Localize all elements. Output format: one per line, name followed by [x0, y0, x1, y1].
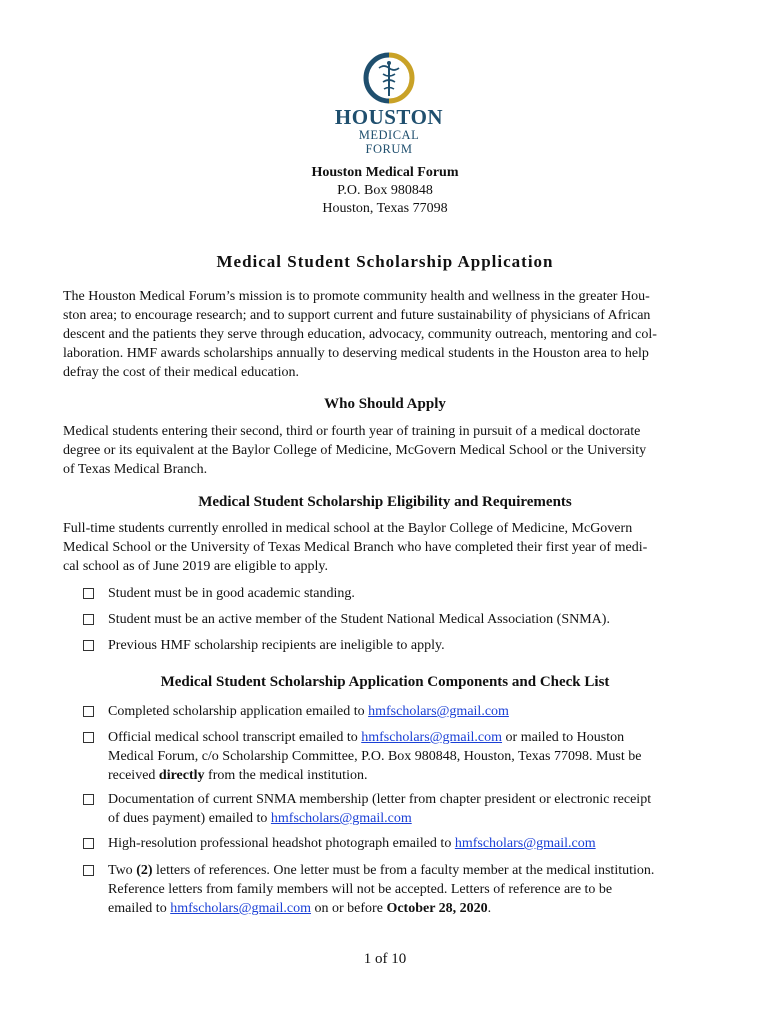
organization-address: [0, 164, 770, 218]
item-text: Documentation of current SNMA membership (letter from chapter president or electronic receipt: [108, 792, 652, 807]
checkbox[interactable]: [83, 838, 94, 849]
who-should-apply-heading: Who Should Apply: [324, 396, 446, 412]
item-text: Two: [108, 863, 137, 878]
item-text: Medical Forum, c/o Scholarship Committee, P.O. Box 980848, Houston, Texas 77098. Must be: [108, 749, 642, 764]
text-line: laboration. HMF awards scholarships annually to deserving medical students in the Houston area to help: [63, 346, 649, 361]
caduceus-icon: [359, 52, 419, 104]
checkbox[interactable]: [83, 640, 94, 651]
text-line: defray the cost of their medical education.: [63, 365, 299, 380]
text-line: Medical students entering their second, third or fourth year of training in pursuit of a medical doctorate: [63, 424, 641, 439]
email-link[interactable]: hmfscholars@gmail.com: [270, 811, 412, 826]
city-line: Houston, Texas 77098: [322, 201, 448, 216]
item-text: .: [487, 901, 492, 916]
eligibility-paragraph: [63, 519, 703, 576]
email-link[interactable]: hmfscholars@gmail.com: [361, 730, 503, 745]
checkbox[interactable]: [83, 794, 94, 805]
eligibility-heading: Medical Student Scholarship Eligibility and Requirements: [198, 494, 572, 510]
item-text: emailed to: [108, 901, 171, 916]
logo-title: HOUSTON: [334, 105, 444, 129]
item-text: Previous HMF scholarship recipients are ineligible to apply.: [108, 638, 445, 653]
document-title: Medical Student Scholarship Application: [216, 252, 554, 271]
emphasis-text: directly: [158, 768, 205, 783]
components-heading: Medical Student Scholarship Application Components and Check List: [160, 674, 610, 690]
item-text: Completed scholarship application emailed to: [108, 704, 369, 719]
email-link[interactable]: hmfscholars@gmail.com: [454, 836, 596, 851]
checkbox[interactable]: [83, 732, 94, 743]
emphasis-text: (2): [136, 863, 153, 878]
checkbox[interactable]: [83, 865, 94, 876]
item-text: of dues payment) emailed to: [108, 811, 271, 826]
email-link[interactable]: hmfscholars@gmail.com: [368, 704, 509, 719]
item-text: letters of references. One letter must be from a faculty member at the medical institution.: [152, 863, 655, 878]
item-text: Official medical school transcript emailed to: [108, 730, 362, 745]
item-text: from the medical institution.: [204, 768, 368, 783]
email-link[interactable]: hmfscholars@gmail.com: [170, 901, 312, 916]
text-line: degree or its equivalent at the Baylor College of Medicine, McGovern Medical School or the University: [63, 443, 647, 458]
text-line: Full-time students currently enrolled in medical school at the Baylor College of Medicine, McGovern: [63, 521, 633, 536]
item-text: High-resolution professional headshot photograph emailed to: [108, 836, 455, 851]
text-line: cal school as of June 2019 are eligible to apply.: [63, 559, 329, 574]
checkbox[interactable]: [83, 614, 94, 625]
checkbox[interactable]: [83, 706, 94, 717]
text-line: ston area; to encourage research; and to support current and future sustainability of physicians of African: [63, 308, 651, 323]
page-number: 1 of 10: [363, 951, 407, 967]
item-text: or mailed to Houston: [502, 730, 625, 745]
deadline-date: October 28, 2020: [386, 901, 488, 916]
mission-paragraph: [63, 287, 703, 382]
text-line: descent and the patients they serve through education, advocacy, community outreach, mentoring and col-: [63, 327, 657, 342]
who-paragraph: [63, 422, 703, 479]
item-text: Student must be in good academic standing.: [108, 586, 355, 601]
item-text: Student must be an active member of the Student National Medical Association (SNMA).: [108, 612, 610, 627]
item-text: received: [108, 768, 159, 783]
org-name: Houston Medical Forum: [311, 165, 459, 180]
text-line: Medical School or the University of Texas Medical Branch who have completed their first year of medi-: [63, 540, 648, 555]
checkbox[interactable]: [83, 588, 94, 599]
text-line: of Texas Medical Branch.: [63, 462, 208, 477]
text-line: The Houston Medical Forum’s mission is to promote community health and wellness in the greater Hou-: [63, 289, 650, 304]
item-text: on or before: [311, 901, 387, 916]
po-box: P.O. Box 980848: [337, 183, 433, 198]
logo-subtitle: MEDICAL FORUM: [358, 128, 420, 156]
houston-medical-forum-logo: [334, 52, 444, 156]
item-text: Reference letters from family members will not be accepted. Letters of reference are to be: [108, 882, 613, 897]
